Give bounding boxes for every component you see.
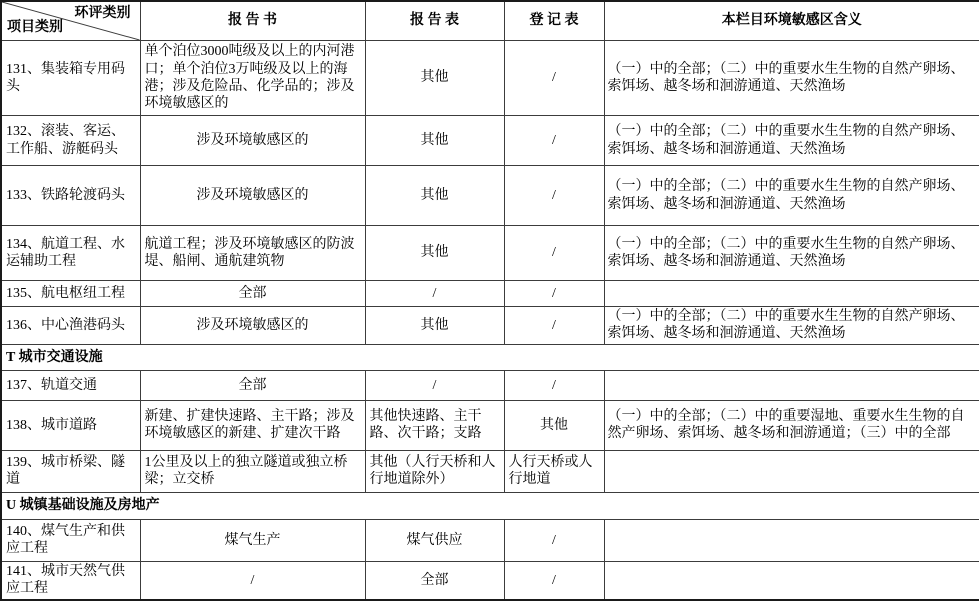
report-form-cell: 其他快速路、主干路、次干路；支路 [365, 400, 504, 450]
report-form-cell: / [365, 281, 504, 307]
report-book-cell: 新建、扩建快速路、主干路；涉及环境敏感区的新建、扩建次干路 [140, 400, 365, 450]
table-row-135 [1, 281, 979, 307]
table-row-131 [1, 41, 979, 116]
report-book-cell: 煤气生产 [140, 519, 365, 561]
report-form-cell: 其他 [365, 166, 504, 226]
report-form-cell: 全部 [365, 561, 504, 600]
table-row-136 [1, 307, 979, 345]
project-category-cell: 139、城市桥梁、隧道 [1, 450, 140, 492]
section-row-U [1, 492, 979, 519]
sensitive-area-meaning-cell: （一）中的全部；（二）中的重要水生生物的自然产卵场、索饵场、越冬场和洄游通道、天然渔场 [604, 226, 979, 281]
project-category-cell: 133、铁路轮渡码头 [1, 166, 140, 226]
project-category-cell: 135、航电枢纽工程 [1, 281, 140, 307]
report-form-cell: 其他 [365, 41, 504, 116]
sensitive-area-meaning-cell: （一）中的全部；（二）中的重要水生生物的自然产卵场、索饵场、越冬场和洄游通道、天然渔场 [604, 307, 979, 345]
table-row-134 [1, 226, 979, 281]
table-header [1, 1, 979, 41]
section-title: T 城市交通设施 [1, 344, 979, 370]
report-form-cell: 其他 [365, 307, 504, 345]
column-header-report-form: 报 告 表 [365, 1, 504, 41]
sensitive-area-meaning-cell: （一）中的全部；（二）中的重要水生生物的自然产卵场、索饵场、越冬场和洄游通道、天然渔场 [604, 166, 979, 226]
registration-form-cell: / [504, 226, 604, 281]
sensitive-area-meaning-cell [604, 450, 979, 492]
registration-form-cell: 人行天桥或人行地道 [504, 450, 604, 492]
report-book-cell: 1公里及以上的独立隧道或独立桥梁；立交桥 [140, 450, 365, 492]
sensitive-area-meaning-cell [604, 281, 979, 307]
report-book-cell: 涉及环境敏感区的 [140, 116, 365, 166]
project-category-cell: 137、轨道交通 [1, 370, 140, 400]
table-row-141 [1, 561, 979, 600]
report-form-cell: / [365, 370, 504, 400]
project-category-cell: 140、煤气生产和供应工程 [1, 519, 140, 561]
sensitive-area-meaning-cell: （一）中的全部；（二）中的重要水生生物的自然产卵场、索饵场、越冬场和洄游通道、天然渔场 [604, 41, 979, 116]
report-book-cell: / [140, 561, 365, 600]
table-row-140 [1, 519, 979, 561]
column-header-registration-form: 登 记 表 [504, 1, 604, 41]
header-eia-category-label: 环评类别 [74, 6, 131, 21]
report-form-cell: 其他 [365, 226, 504, 281]
registration-form-cell: / [504, 116, 604, 166]
project-category-cell: 134、航道工程、水运辅助工程 [1, 226, 140, 281]
sensitive-area-meaning-cell [604, 561, 979, 600]
report-book-cell: 涉及环境敏感区的 [140, 166, 365, 226]
report-book-cell: 涉及环境敏感区的 [140, 307, 365, 345]
registration-form-cell: / [504, 519, 604, 561]
table-row-137 [1, 370, 979, 400]
table-row-138 [1, 400, 979, 450]
column-header-report-book: 报 告 书 [140, 1, 365, 41]
table-body [1, 41, 979, 601]
section-row-T [1, 344, 979, 370]
table-row-133 [1, 166, 979, 226]
registration-form-cell: / [504, 281, 604, 307]
table-row-132 [1, 116, 979, 166]
registration-form-cell: / [504, 41, 604, 116]
header-row [1, 1, 979, 41]
sensitive-area-meaning-cell: （一）中的全部；（二）中的重要水生生物的自然产卵场、索饵场、越冬场和洄游通道、天然渔场 [604, 116, 979, 166]
diagonal-header-cell [1, 1, 140, 41]
report-book-cell: 全部 [140, 281, 365, 307]
registration-form-cell: / [504, 166, 604, 226]
project-category-cell: 132、滚装、客运、工作船、游艇码头 [1, 116, 140, 166]
section-title: U 城镇基础设施及房地产 [1, 492, 979, 519]
report-book-cell: 航道工程；涉及环境敏感区的防波堤、船闸、通航建筑物 [140, 226, 365, 281]
registration-form-cell: 其他 [504, 400, 604, 450]
report-book-cell: 单个泊位3000吨级及以上的内河港口；单个泊位3万吨级及以上的海港；涉及危险品、化学品的；涉及环境敏感区的 [140, 41, 365, 116]
header-project-category-label: 项目类别 [7, 19, 63, 35]
registration-form-cell: / [504, 561, 604, 600]
registration-form-cell: / [504, 370, 604, 400]
report-form-cell: 其他（人行天桥和人行地道除外） [365, 450, 504, 492]
sensitive-area-meaning-cell [604, 519, 979, 561]
registration-form-cell: / [504, 307, 604, 345]
report-form-cell: 煤气供应 [365, 519, 504, 561]
project-category-cell: 141、城市天然气供应工程 [1, 561, 140, 600]
project-category-cell: 136、中心渔港码头 [1, 307, 140, 345]
sensitive-area-meaning-cell [604, 370, 979, 400]
report-form-cell: 其他 [365, 116, 504, 166]
sensitive-area-meaning-cell: （一）中的全部；（二）中的重要湿地、重要水生生物的自然产卵场、索饵场、越冬场和洄游通道；（三）中的全部 [604, 400, 979, 450]
project-category-cell: 138、城市道路 [1, 400, 140, 450]
report-book-cell: 全部 [140, 370, 365, 400]
project-category-cell: 131、集装箱专用码头 [1, 41, 140, 116]
column-header-sensitive-area-meaning: 本栏目环境敏感区含义 [604, 1, 979, 41]
table-row-139 [1, 450, 979, 492]
